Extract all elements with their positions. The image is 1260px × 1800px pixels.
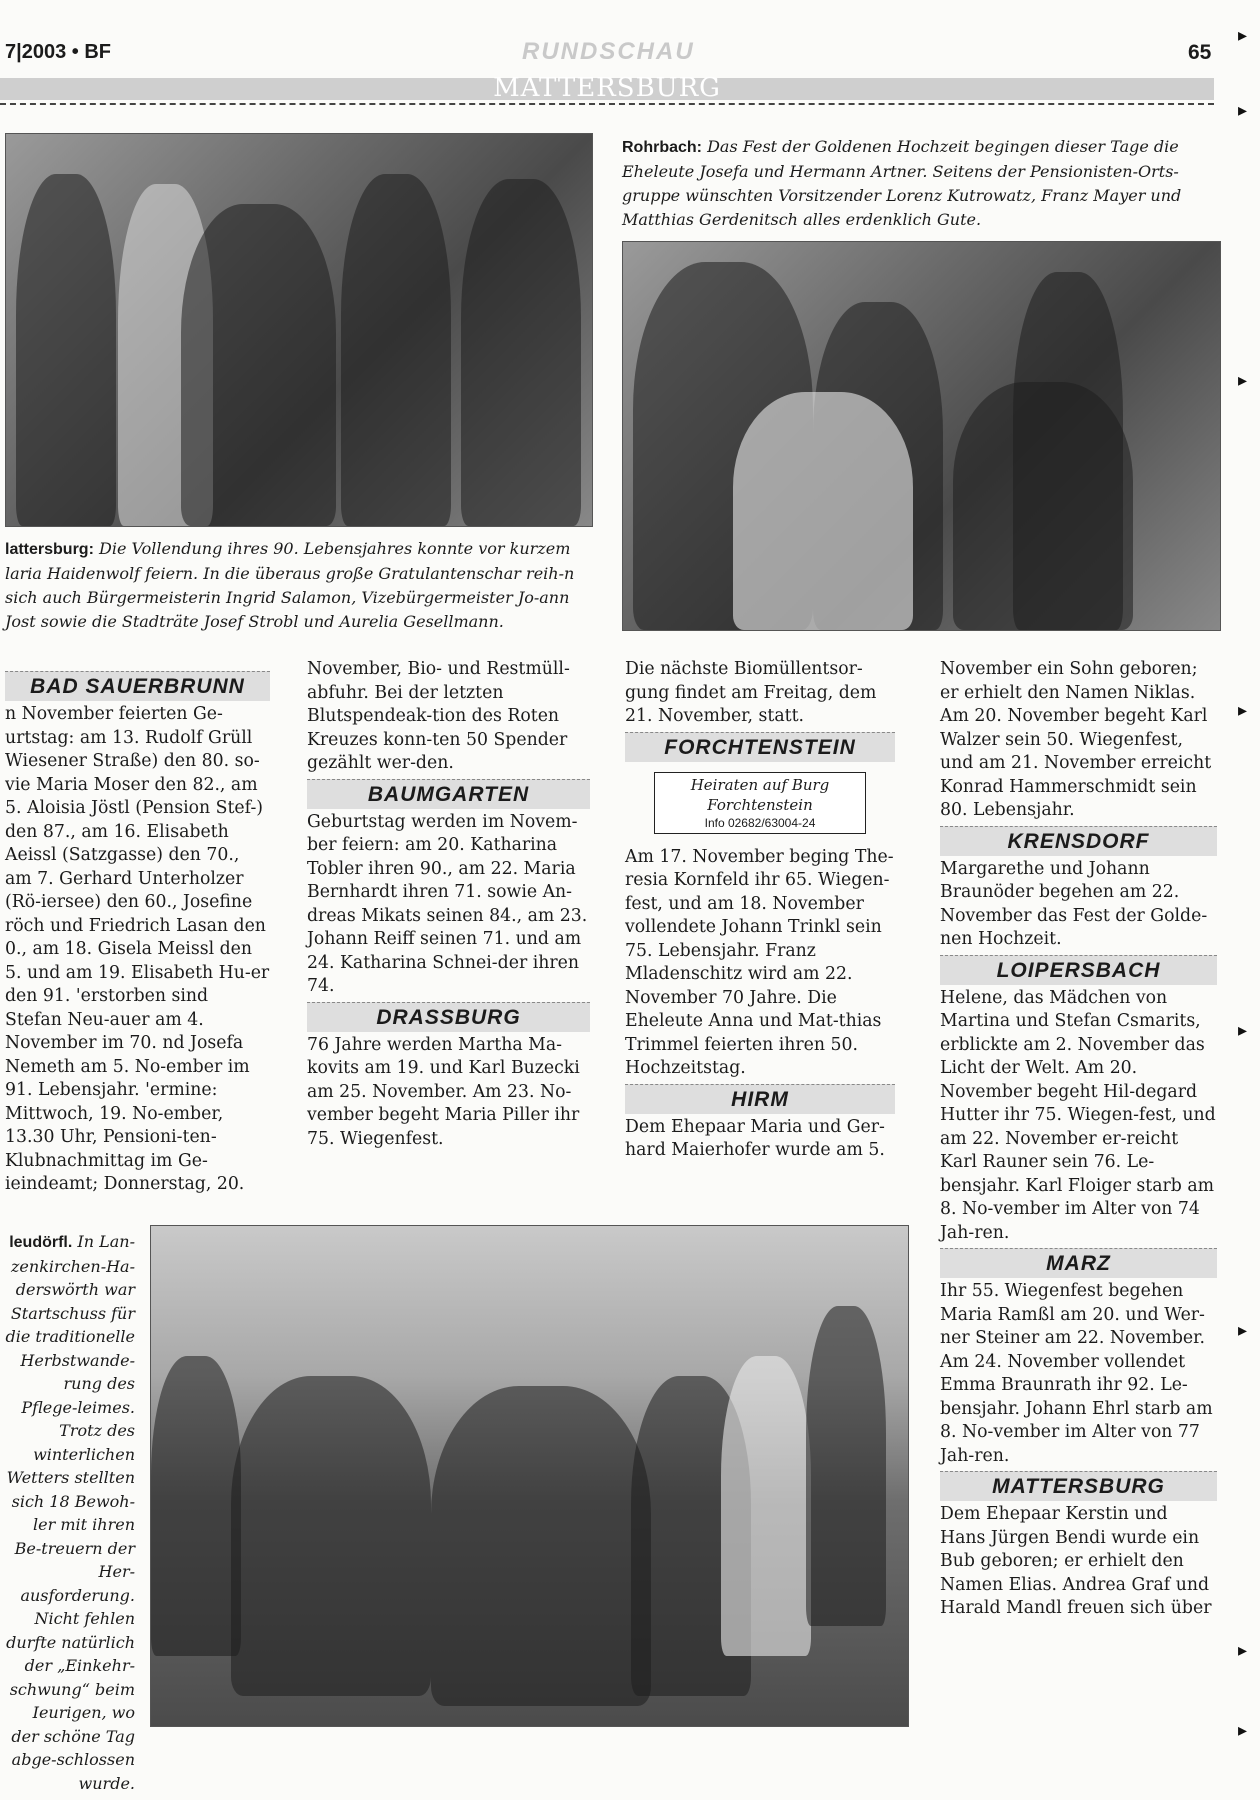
margin-mark: ▸ [1238,1020,1248,1041]
article-forchtenstein: Am 17. November beging The-resia Kornfeld ihr 65. Wiegen-fest, und am 18. November vollendete Johann Trinkl sein 75. Lebensjahr. Franz Mladenschitz wird am 22. November 70 Jahre. Die Eheleute Anna und Mat-thias Trimmel feierten ihren 50. Hochzeitstag. [625,846,894,1078]
section-heading-forchtenstein: FORCHTENSTEIN [625,732,895,762]
issue-label: 7|2003 • BF [5,41,111,63]
column-1 [5,668,270,1197]
ad-line-2: Forchtenstein [707,795,813,814]
section-heading-bad-sauerbrunn: BAD SAUERBRUNN [5,671,270,701]
caption-place: lattersburg: [5,541,94,558]
margin-mark: ▸ [1238,100,1248,121]
column-4 [940,658,1217,1621]
article-krensdorf: Margarethe und Johann Braunöder begehen am 22. November das Fest der Golde-nen Hochzeit. [940,858,1208,949]
section-heading-drassburg: DRASSBURG [307,1002,590,1032]
page-number: 65 [1188,41,1212,64]
caption-text: Das Fest der Goldenen Hochzeit begingen dieser Tage die Eheleute Josefa und Hermann Artner. Seitens der Pensionisten-Orts-gruppe wünschten Vorsitzender Lorenz Kutrowatz, Franz Mayer und Matthias Gerdenitsch alles erdenklich Gute. [622,137,1182,229]
caption-text: In Lan-zenkirchen-Ha-derswörth war Startschuss für die traditionelle Herbstwande-rung des Pflege-leimes. Trotz des winterlichen Wetters stellten sich 18 Bewoh-ler mit ihren Be-treuern der Her-ausforderung. Nicht fehlen durfte natürlich der „Einkehr-schwung“ beim Ieurigen, wo der schöne Tag abge-schlossen wurde. [5,1232,135,1793]
article-bad-sauerbrunn: n November feierten Ge-urtstag: am 13. Rudolf Grüll Wiesener Straße) den 80. so-vie Maria Moser den 82., am 5. Aloisia Jöstl (Pension Stef-) den 87., am 16. Elisabeth Aeissl (Satzgasse) den 70., am 7. Gerhard Unterholzer (Rö-iersee) den 60., Josefine röch und Friedrich Lasan den 0., am 18. Gisela Meissl den 5. und am 19. Elisabeth Hu-er den 91. 'erstorben sind Stefan Neu-auer am 4. November im 70. nd Josefa Nemeth am 5. No-ember im 91. Lebensjahr. 'ermine: Mittwoch, 19. No-ember, 13.30 Uhr, Pensioni-ten-Klubnachmittag im Ge-ieindeamt; Donnerstag, 20. [5,704,270,1194]
margin-mark: ▸ [1238,700,1248,721]
section-heading-mattersburg: MATTERSBURG [940,1471,1217,1501]
article-continued-text: November ein Sohn geboren; er erhielt den Namen Niklas. Am 20. November begeht Karl Walzer sein 50. Wiegenfest, und am 21. November erreicht Konrad Hammerschmidt sein 80. Lebensjahr. [940,659,1212,820]
caption-text: Die Vollendung ihres 90. Lebensjahres konnte vor kurzem laria Haidenwolf feiern. In die überaus große Gratulantenschar reih-n sich auch Bürgermeisterin Ingrid Salamon, Vizebürgermeister Jo-ann Jost sowie die Stadträte Josef Strobl und Aurelia Gesellmann. [5,539,575,631]
header-divider [0,103,1214,105]
margin-mark: ▸ [1238,1640,1248,1661]
article-continued-text: Die nächste Biomüllentsor-gung findet am Freitag, dem 21. November, statt. [625,659,877,726]
ad-box-heiraten-auf-burg [654,772,866,834]
photo-neudoerfl-hiking-group [150,1225,909,1727]
article-drassburg: 76 Jahre werden Martha Ma-kovits am 19. und Karl Buzecki am 25. November. Am 23. No-vember begeht Maria Piller ihr 75. Wiegenfest. [307,1034,580,1149]
caption-place: Rohrbach: [622,139,702,156]
photo-rohrbach-couple [622,241,1221,631]
margin-mark: ▸ [1238,1720,1248,1741]
section-heading-hirm: HIRM [625,1084,895,1114]
ad-line-3: Info 02682/63004-24 [704,815,816,830]
caption-place: leudörfl. [9,1234,73,1251]
article-mattersburg: Dem Ehepaar Kerstin und Hans Jürgen Bendi wurde ein Bub geboren; er erhielt den Namen Elias. Andrea Graf und Harald Mandl freuen sich über [940,1504,1212,1618]
article-baumgarten: Geburtstag werden im Novem-ber feiern: am 20. Katharina Tobler ihren 90., am 22. Maria Bernhardt ihren 71. sowie An-dreas Mikats seinen 84., am 23. Johann Reiff seinen 71. und am 24. Katharina Schnei-der ihren 74. [307,811,588,996]
margin-mark: ▸ [1238,1320,1248,1341]
caption-mattersburg [5,537,595,634]
article-hirm: Dem Ehepaar Maria und Ger-hard Maierhofer wurde am 5. [625,1116,885,1160]
column-3 [625,658,895,1163]
margin-mark: ▸ [1238,25,1248,46]
caption-neudoerfl [5,1230,135,1795]
section-heading-krensdorf: KRENSDORF [940,826,1217,856]
section-title: MATTERSBURG [493,73,721,103]
section-heading-marz: MARZ [940,1248,1217,1278]
article-loipersbach: Helene, das Mädchen von Martina und Stefan Csmarits, erblickte am 2. November das Licht der Welt. Am 20. November begeht Hil-degard Hutter ihr 75. Wiegen-fest, und am 22. November er-reicht Karl Rauner sein 76. Le-bensjahr. Karl Floiger starb am 8. No-vember im Alter von 74 Jah-ren. [940,987,1216,1243]
section-heading-baumgarten: BAUMGARTEN [307,779,590,809]
photo-mattersburg-group [5,133,593,527]
margin-mark: ▸ [1238,370,1248,391]
caption-rohrbach [622,135,1214,232]
ad-line-1: Heiraten auf Burg [690,775,830,794]
article-marz: Ihr 55. Wiegenfest begehen Maria Ramßl am 20. und Wer-ner Steiner am 22. November. Am 24. November vollendet Emma Braunrath ihr 92. Le-bensjahr. Johann Ehrl starb am 8. No-vember im Alter von 77 Jah-ren. [940,1281,1213,1466]
article-continued-text: November, Bio- und Restmüll-abfuhr. Bei der letzten Blutspendeak-tion des Roten Kreuzes konn-ten 50 Spender gezählt wer-den. [307,659,570,773]
column-2 [307,658,590,1151]
section-heading-loipersbach: LOIPERSBACH [940,955,1217,985]
rubric-label: RUNDSCHAU [522,38,695,65]
